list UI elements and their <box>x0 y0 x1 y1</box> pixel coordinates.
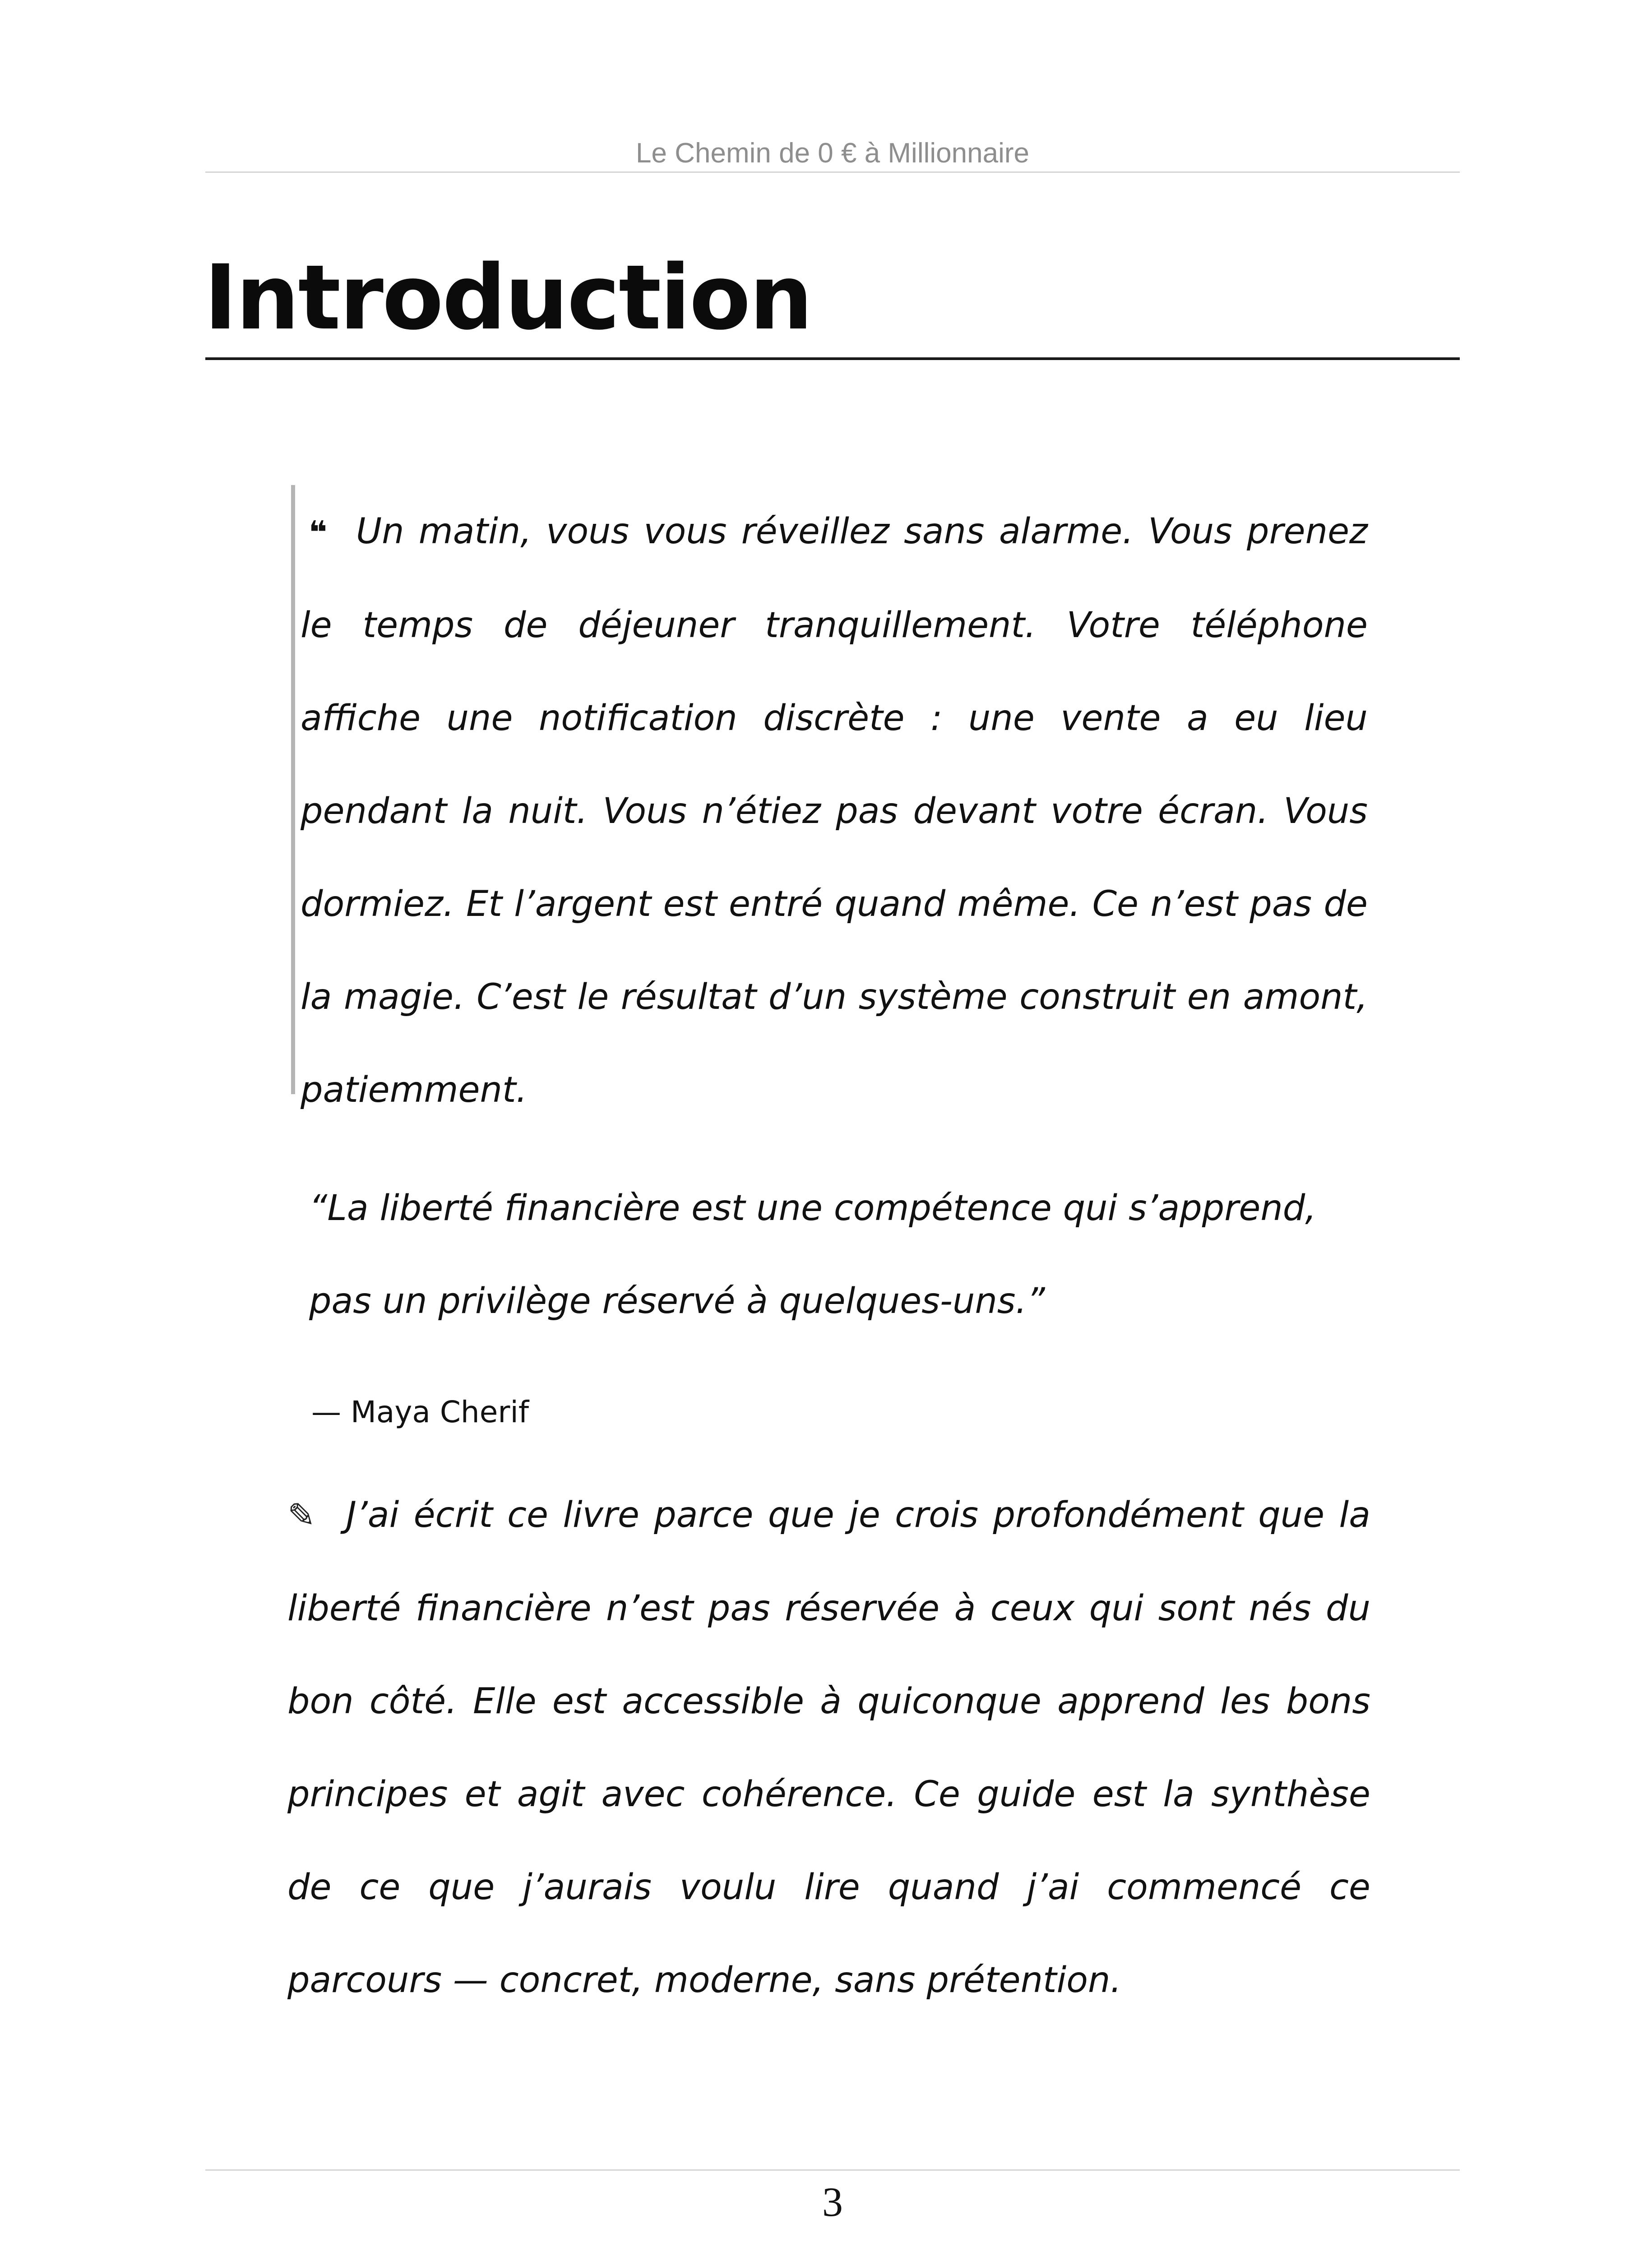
footer-divider <box>205 2169 1460 2171</box>
title-underline <box>205 357 1460 360</box>
pencil-icon: ✎ <box>287 1496 316 1535</box>
page-number: 3 <box>822 2179 843 2225</box>
running-header: Le Chemin de 0 € à Millionnaire <box>636 138 1029 169</box>
callout-paragraph <box>301 485 1368 1137</box>
callout-box <box>291 485 1368 1110</box>
quote-line-2: pas un privilège réservé à quelques-uns.” <box>309 1281 1045 1322</box>
body-text: J’ai écrit ce livre parce que je crois profondément que la liberté financière n’est pas réservée à ceux qui sont nés du bon côté. Elle est accessible à quiconque apprend les bons principes et agit avec cohérence. Ce guide est la synthèse de ce que j’aurais voulu lire quand j’ai commencé ce parcours — concret, moderne, sans prétention. <box>287 1495 1370 2001</box>
header-divider <box>205 171 1460 173</box>
quote-line-1: “La liberté financière est une compétence qui s’apprend, <box>309 1188 1317 1229</box>
epigraph-quote <box>309 1162 1347 1348</box>
quote-author: — Maya Cherif <box>311 1395 529 1429</box>
callout-text: Un matin, vous vous réveillez sans alarme. Vous prenez le temps de déjeuner tranquillement. Votre téléphone affiche une notification discrète : une vente a eu lieu pendant la nuit. Vous n’étiez pas devant votre écran. Vous dormiez. Et l’argent est entré quand même. Ce n’est pas de la magie. C’est le résultat d’un système construit en amont, patiemment. <box>301 511 1368 1110</box>
double-quote-icon: ❝ <box>309 514 328 551</box>
chapter-title: Introduction <box>204 245 812 350</box>
body-paragraph <box>287 1469 1370 2027</box>
